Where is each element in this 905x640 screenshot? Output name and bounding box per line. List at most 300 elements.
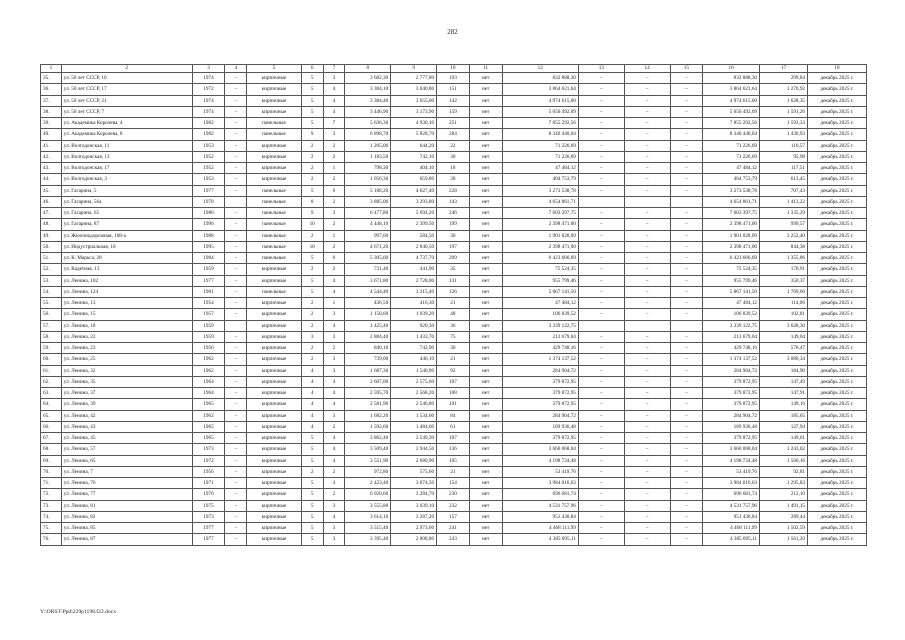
year-built-cell: 1972 <box>192 455 225 466</box>
cost-per-sqm-cell: 613,45 <box>760 174 808 185</box>
table-row <box>41 106 867 117</box>
cost-column-15-cell: – <box>670 343 703 354</box>
residents-cell: 251 <box>437 118 470 129</box>
year-reconstructed-cell: – <box>225 106 247 117</box>
cost-column-15-cell: – <box>670 478 703 489</box>
cost-column-13-cell: – <box>578 534 624 545</box>
year-reconstructed-cell: – <box>225 298 247 309</box>
cost-column-15-cell: – <box>670 219 703 230</box>
row-number-cell: 52. <box>41 264 62 275</box>
cost-column-14-cell: – <box>624 331 670 342</box>
year-reconstructed-cell: – <box>225 95 247 106</box>
total-area-cell: 5 636,30 <box>345 118 391 129</box>
cost-column-15-cell: – <box>670 264 703 275</box>
floors-cell: 8 <box>301 196 323 207</box>
cost-column-13-cell: – <box>578 523 624 534</box>
table-row <box>41 421 867 432</box>
year-built-cell: 1964 <box>192 376 225 387</box>
table-row <box>41 455 867 466</box>
total-area-cell: 4 671,20 <box>345 241 391 252</box>
cost-column-16-cell: 106 839,52 <box>703 309 760 320</box>
address-cell: ул. Ленина, 57 <box>61 444 192 455</box>
cost-column-14-cell: – <box>624 185 670 196</box>
year-built-cell: 1965 <box>192 433 225 444</box>
cost-column-16-cell: 429 748,16 <box>703 343 760 354</box>
address-cell: ул. Волгодонская, 17 <box>61 163 192 174</box>
address-cell: ул. Ленина, 87 <box>61 534 192 545</box>
floors-cell: 2 <box>301 309 323 320</box>
emergency-status-cell: нет <box>469 320 502 331</box>
table-row <box>41 376 867 387</box>
cost-column-16-cell: 4 974 615,00 <box>703 95 760 106</box>
cost-column-16-cell: 75 524,35 <box>703 264 760 275</box>
address-cell: ул. Ленина, 15 <box>61 309 192 320</box>
address-cell: ул. Ленина, 7 <box>61 466 192 477</box>
total-cost-cell: 832 888,30 <box>502 73 578 84</box>
planned-completion-cell: декабрь 2025 г. <box>808 129 867 140</box>
cost-column-15-cell: – <box>670 95 703 106</box>
wall-material-cell: кирпичные <box>247 73 302 84</box>
year-built-cell: 1974 <box>192 73 225 84</box>
cost-per-sqm-cell: 1 355,86 <box>760 253 808 264</box>
cost-column-15-cell: – <box>670 455 703 466</box>
cost-column-15-cell: – <box>670 500 703 511</box>
cost-per-sqm-cell: 1 502,59 <box>760 523 808 534</box>
cost-column-13-cell: – <box>578 410 624 421</box>
table-row <box>41 174 867 185</box>
wall-material-cell: кирпичные <box>247 534 302 545</box>
floors-cell: 5 <box>301 489 323 500</box>
cost-column-13-cell: – <box>578 286 624 297</box>
residents-cell: 30 <box>437 343 470 354</box>
year-reconstructed-cell: – <box>225 376 247 387</box>
total-cost-cell: 7 603 397,75 <box>502 208 578 219</box>
table-row <box>41 298 867 309</box>
planned-completion-cell: декабрь 2025 г. <box>808 466 867 477</box>
residents-cell: 157 <box>437 511 470 522</box>
cost-column-13-cell: – <box>578 140 624 151</box>
residents-cell: 107 <box>437 433 470 444</box>
table-row <box>41 320 867 331</box>
planned-completion-cell: декабрь 2025 г. <box>808 365 867 376</box>
address-cell: ул. Ленина, 37 <box>61 388 192 399</box>
row-number-cell: 70. <box>41 466 62 477</box>
cost-column-13-cell: – <box>578 421 624 432</box>
cost-per-sqm-cell: 1 295,83 <box>760 478 808 489</box>
cost-column-15-cell: – <box>670 433 703 444</box>
column-header: 16 <box>703 65 760 73</box>
total-area-cell: 2 595,70 <box>345 388 391 399</box>
column-header: 13 <box>578 65 624 73</box>
emergency-status-cell: нет <box>469 185 502 196</box>
emergency-status-cell: нет <box>469 511 502 522</box>
cost-per-sqm-cell: 117,51 <box>760 163 808 174</box>
entrances-cell: 3 <box>323 500 345 511</box>
table-row <box>41 309 867 320</box>
cost-column-14-cell: – <box>624 433 670 444</box>
planned-completion-cell: декабрь 2025 г. <box>808 444 867 455</box>
residents-cell: 92 <box>437 365 470 376</box>
cost-column-16-cell: 3 339 122,75 <box>703 320 760 331</box>
residents-cell: 21 <box>437 298 470 309</box>
table-row <box>41 444 867 455</box>
address-cell: ул. Индустриальная, 18 <box>61 241 192 252</box>
planned-completion-cell: декабрь 2025 г. <box>808 106 867 117</box>
year-reconstructed-cell: – <box>225 511 247 522</box>
cost-column-14-cell: – <box>624 208 670 219</box>
total-cost-cell: 3 984 016,63 <box>502 478 578 489</box>
document-file-path: Y:\ORST\Ppd\229p1198.f22.docx <box>40 609 117 615</box>
cost-column-15-cell: – <box>670 118 703 129</box>
cost-column-13-cell: – <box>578 241 624 252</box>
wall-material-cell: кирпичные <box>247 320 302 331</box>
cost-column-16-cell: 6 423 666,69 <box>703 253 760 264</box>
living-area-cell: 3 315,40 <box>391 286 437 297</box>
address-cell: ул. Ленина, 85 <box>61 523 192 534</box>
planned-completion-cell: декабрь 2025 г. <box>808 264 867 275</box>
cost-per-sqm-cell: 1 566,16 <box>760 455 808 466</box>
column-header: 14 <box>624 65 670 73</box>
planned-completion-cell: декабрь 2025 г. <box>808 230 867 241</box>
emergency-status-cell: нет <box>469 478 502 489</box>
total-area-cell: 1 183,50 <box>345 151 391 162</box>
cost-column-14-cell: – <box>624 84 670 95</box>
cost-column-15-cell: – <box>670 511 703 522</box>
planned-completion-cell: декабрь 2025 г. <box>808 174 867 185</box>
wall-material-cell: кирпичные <box>247 331 302 342</box>
floors-cell: 5 <box>301 444 323 455</box>
planned-completion-cell: декабрь 2025 г. <box>808 196 867 207</box>
row-number-cell: 46. <box>41 196 62 207</box>
year-reconstructed-cell: – <box>225 253 247 264</box>
total-cost-cell: 3 273 538,78 <box>502 185 578 196</box>
wall-material-cell: кирпичные <box>247 298 302 309</box>
cost-column-13-cell: – <box>578 331 624 342</box>
table-row <box>41 84 867 95</box>
wall-material-cell: панельные <box>247 286 302 297</box>
total-cost-cell: 47 484,12 <box>502 298 578 309</box>
year-built-cell: 1953 <box>192 174 225 185</box>
table-row <box>41 208 867 219</box>
cost-column-14-cell: – <box>624 219 670 230</box>
wall-material-cell: кирпичные <box>247 444 302 455</box>
entrances-cell: 4 <box>323 444 345 455</box>
residents-cell: 22 <box>437 140 470 151</box>
row-number-cell: 69. <box>41 455 62 466</box>
entrances-cell: 2 <box>323 174 345 185</box>
cost-column-14-cell: – <box>624 241 670 252</box>
cost-column-15-cell: – <box>670 208 703 219</box>
planned-completion-cell: декабрь 2025 г. <box>808 331 867 342</box>
residents-cell: 284 <box>437 129 470 140</box>
row-number-cell: 51. <box>41 253 62 264</box>
total-cost-cell: 47 484,12 <box>502 163 578 174</box>
living-area-cell: 441,90 <box>391 264 437 275</box>
entrances-cell: 3 <box>323 534 345 545</box>
cost-column-13-cell: – <box>578 185 624 196</box>
entrances-cell: 4 <box>323 399 345 410</box>
row-number-cell: 63. <box>41 388 62 399</box>
floors-cell: 10 <box>301 219 323 230</box>
row-number-cell: 36. <box>41 84 62 95</box>
entrances-cell: 2 <box>323 264 345 275</box>
year-reconstructed-cell: – <box>225 365 247 376</box>
year-reconstructed-cell: – <box>225 185 247 196</box>
address-cell: ул. Ленина, 39 <box>61 399 192 410</box>
residents-cell: 197 <box>437 241 470 252</box>
cost-column-16-cell: 53 419,76 <box>703 466 760 477</box>
address-cell: ул. Ленина, 22 <box>61 331 192 342</box>
cost-column-13-cell: – <box>578 219 624 230</box>
cost-column-15-cell: – <box>670 84 703 95</box>
column-header: 4 <box>225 65 247 73</box>
year-built-cell: 1995 <box>192 241 225 252</box>
cost-column-16-cell: 284 904,72 <box>703 365 760 376</box>
emergency-status-cell: нет <box>469 208 502 219</box>
living-area-cell: 644,20 <box>391 140 437 151</box>
total-cost-cell: 429 748,16 <box>502 343 578 354</box>
residents-cell: 136 <box>437 444 470 455</box>
living-area-cell: 2 549,30 <box>391 433 437 444</box>
total-area-cell: 6 477,80 <box>345 208 391 219</box>
year-built-cell: 1973 <box>192 444 225 455</box>
cost-column-16-cell: 2 398 471,00 <box>703 241 760 252</box>
residents-cell: 159 <box>437 106 470 117</box>
cost-column-14-cell: – <box>624 388 670 399</box>
emergency-status-cell: нет <box>469 253 502 264</box>
column-header: 3 <box>192 65 225 73</box>
cost-column-13-cell: – <box>578 399 624 410</box>
entrances-cell: 1 <box>323 163 345 174</box>
total-cost-cell: 3 660 068,04 <box>502 444 578 455</box>
table-row <box>41 534 867 545</box>
residents-cell: 21 <box>437 354 470 365</box>
table-row <box>41 511 867 522</box>
total-area-cell: 4 544,40 <box>345 286 391 297</box>
cost-per-sqm-cell: 114,06 <box>760 298 808 309</box>
table-row <box>41 365 867 376</box>
cost-column-16-cell: 379 872,95 <box>703 399 760 410</box>
entrances-cell: 3 <box>323 208 345 219</box>
emergency-status-cell: нет <box>469 466 502 477</box>
wall-material-cell: кирпичные <box>247 174 302 185</box>
wall-material-cell: кирпичные <box>247 466 302 477</box>
wall-material-cell: кирпичные <box>247 354 302 365</box>
living-area-cell: 575,60 <box>391 466 437 477</box>
wall-material-cell: кирпичные <box>247 421 302 432</box>
year-reconstructed-cell: – <box>225 163 247 174</box>
planned-completion-cell: декабрь 2025 г. <box>808 84 867 95</box>
year-built-cell: 1982 <box>192 129 225 140</box>
row-number-cell: 41. <box>41 140 62 151</box>
planned-completion-cell: декабрь 2025 г. <box>808 73 867 84</box>
cost-column-14-cell: – <box>624 286 670 297</box>
residents-cell: 193 <box>437 73 470 84</box>
column-header: 18 <box>808 65 867 73</box>
cost-column-14-cell: – <box>624 466 670 477</box>
total-cost-cell: 2 398 471,00 <box>502 241 578 252</box>
cost-column-15-cell: – <box>670 365 703 376</box>
year-built-cell: 1957 <box>192 309 225 320</box>
planned-completion-cell: декабрь 2025 г. <box>808 523 867 534</box>
table-row <box>41 185 867 196</box>
residents-cell: 131 <box>437 275 470 286</box>
total-area-cell: 3 395,40 <box>345 534 391 545</box>
entrances-cell: 6 <box>323 253 345 264</box>
table-row <box>41 129 867 140</box>
planned-completion-cell: декабрь 2025 г. <box>808 320 867 331</box>
total-cost-cell: 53 419,76 <box>502 466 578 477</box>
residents-cell: 228 <box>437 185 470 196</box>
year-built-cell: 1977 <box>192 523 225 534</box>
year-reconstructed-cell: – <box>225 264 247 275</box>
row-number-cell: 37. <box>41 95 62 106</box>
year-reconstructed-cell: – <box>225 421 247 432</box>
emergency-status-cell: нет <box>469 151 502 162</box>
year-built-cell: 1962 <box>192 410 225 421</box>
cost-per-sqm-cell: 3 252,40 <box>760 230 808 241</box>
row-number-cell: 71. <box>41 478 62 489</box>
row-number-cell: 50. <box>41 241 62 252</box>
entrances-cell: 4 <box>323 455 345 466</box>
table-row <box>41 433 867 444</box>
floors-cell: 5 <box>301 523 323 534</box>
total-area-cell: 4 448,10 <box>345 219 391 230</box>
cost-column-16-cell: 379 872,95 <box>703 433 760 444</box>
wall-material-cell: панельные <box>247 230 302 241</box>
table-row <box>41 196 867 207</box>
residents-cell: 126 <box>437 286 470 297</box>
total-cost-cell: 4 531 757,96 <box>502 500 578 511</box>
total-area-cell: 3 682,30 <box>345 73 391 84</box>
emergency-status-cell: нет <box>469 84 502 95</box>
residents-cell: 105 <box>437 455 470 466</box>
row-number-cell: 57. <box>41 320 62 331</box>
total-area-cell: 1 687,30 <box>345 365 391 376</box>
year-reconstructed-cell: – <box>225 478 247 489</box>
year-reconstructed-cell: – <box>225 410 247 421</box>
total-cost-cell: 71 226,69 <box>502 151 578 162</box>
cost-column-14-cell: – <box>624 298 670 309</box>
total-area-cell: 840,10 <box>345 343 391 354</box>
wall-material-cell: кирпичные <box>247 478 302 489</box>
entrances-cell: 1 <box>323 298 345 309</box>
cost-column-16-cell: 47 484,12 <box>703 163 760 174</box>
planned-completion-cell: декабрь 2025 г. <box>808 478 867 489</box>
address-cell: ул. Гагарина, 56а <box>61 196 192 207</box>
year-reconstructed-cell: – <box>225 500 247 511</box>
planned-completion-cell: декабрь 2025 г. <box>808 354 867 365</box>
year-built-cell: 1986 <box>192 208 225 219</box>
wall-material-cell: панельные <box>247 241 302 252</box>
year-built-cell: 1988 <box>192 230 225 241</box>
floors-cell: 4 <box>301 365 323 376</box>
cost-per-sqm-cell: 844,38 <box>760 241 808 252</box>
cost-column-15-cell <box>670 196 703 207</box>
year-built-cell: 1982 <box>192 118 225 129</box>
cost-column-15-cell: – <box>670 489 703 500</box>
row-number-cell: 42. <box>41 151 62 162</box>
cost-per-sqm-cell: 578,47 <box>760 343 808 354</box>
cost-column-16-cell: 7 603 397,75 <box>703 208 760 219</box>
total-area-cell: 3 551,90 <box>345 455 391 466</box>
cost-column-14-cell: – <box>624 95 670 106</box>
cost-column-16-cell: 5 050 492,09 <box>703 106 760 117</box>
planned-completion-cell: декабрь 2025 г. <box>808 489 867 500</box>
residents-cell: 199 <box>437 219 470 230</box>
cost-column-14-cell: – <box>624 106 670 117</box>
living-area-cell: 3 293,80 <box>391 196 437 207</box>
column-header: 2 <box>61 65 192 73</box>
entrances-cell: 2 <box>323 219 345 230</box>
cost-column-16-cell: 284 904,72 <box>703 410 760 421</box>
cost-column-13-cell: – <box>578 500 624 511</box>
residents-cell: 48 <box>437 309 470 320</box>
year-built-cell: 1977 <box>192 534 225 545</box>
wall-material-cell: кирпичные <box>247 309 302 320</box>
table-body <box>41 73 867 546</box>
cost-per-sqm-cell: 1 491,15 <box>760 500 808 511</box>
planned-completion-cell: декабрь 2025 г. <box>808 208 867 219</box>
total-area-cell: 3 384,10 <box>345 84 391 95</box>
year-reconstructed-cell: – <box>225 151 247 162</box>
total-cost-cell: 3 864 621,64 <box>502 84 578 95</box>
emergency-status-cell: нет <box>469 376 502 387</box>
cost-column-13-cell <box>578 320 624 331</box>
row-number-cell: 44. <box>41 174 62 185</box>
year-reconstructed-cell <box>225 320 247 331</box>
residents-cell: 232 <box>437 500 470 511</box>
emergency-status-cell: нет <box>469 106 502 117</box>
cost-column-15-cell: – <box>670 523 703 534</box>
entrances-cell: 4 <box>323 106 345 117</box>
cost-column-16-cell: 404 753,79 <box>703 174 760 185</box>
entrances-cell: 4 <box>323 95 345 106</box>
cost-column-15-cell: – <box>670 466 703 477</box>
planned-completion-cell: декабрь 2025 г. <box>808 253 867 264</box>
cost-column-14-cell: – <box>624 444 670 455</box>
living-area-cell: 920,30 <box>391 320 437 331</box>
row-number-cell: 75. <box>41 523 62 534</box>
floors-cell: 2 <box>301 343 323 354</box>
column-header: 5 <box>247 65 302 73</box>
cost-column-14-cell: – <box>624 354 670 365</box>
address-cell: ул. Ленина, 82 <box>61 511 192 522</box>
planned-completion-cell: декабрь 2025 г. <box>808 343 867 354</box>
emergency-status-cell: нет <box>469 433 502 444</box>
cost-column-13-cell: – <box>578 511 624 522</box>
cost-column-16-cell: 2 398 471,00 <box>703 219 760 230</box>
cost-column-15-cell: – <box>670 421 703 432</box>
total-cost-cell: 4 974 615,00 <box>502 95 578 106</box>
emergency-status-cell: нет <box>469 140 502 151</box>
address-cell: ул. Кадетная, 13 <box>61 264 192 275</box>
total-area-cell: 739,00 <box>345 354 391 365</box>
planned-completion-cell: декабрь 2025 г. <box>808 376 867 387</box>
cost-column-14-cell: – <box>624 376 670 387</box>
row-number-cell: 76. <box>41 534 62 545</box>
address-cell: ул. Ленина, 18 <box>61 320 192 331</box>
cost-per-sqm-cell: 1 270,92 <box>760 84 808 95</box>
living-area-cell: 1 433,70 <box>391 331 437 342</box>
year-built-cell: 1972 <box>192 84 225 95</box>
total-area-cell: 5 305,60 <box>345 253 391 264</box>
column-header: 15 <box>670 65 703 73</box>
total-cost-cell: 213 679,04 <box>502 331 578 342</box>
wall-material-cell: кирпичные <box>247 500 302 511</box>
floors-cell: 2 <box>301 151 323 162</box>
cost-column-13-cell: – <box>578 106 624 117</box>
